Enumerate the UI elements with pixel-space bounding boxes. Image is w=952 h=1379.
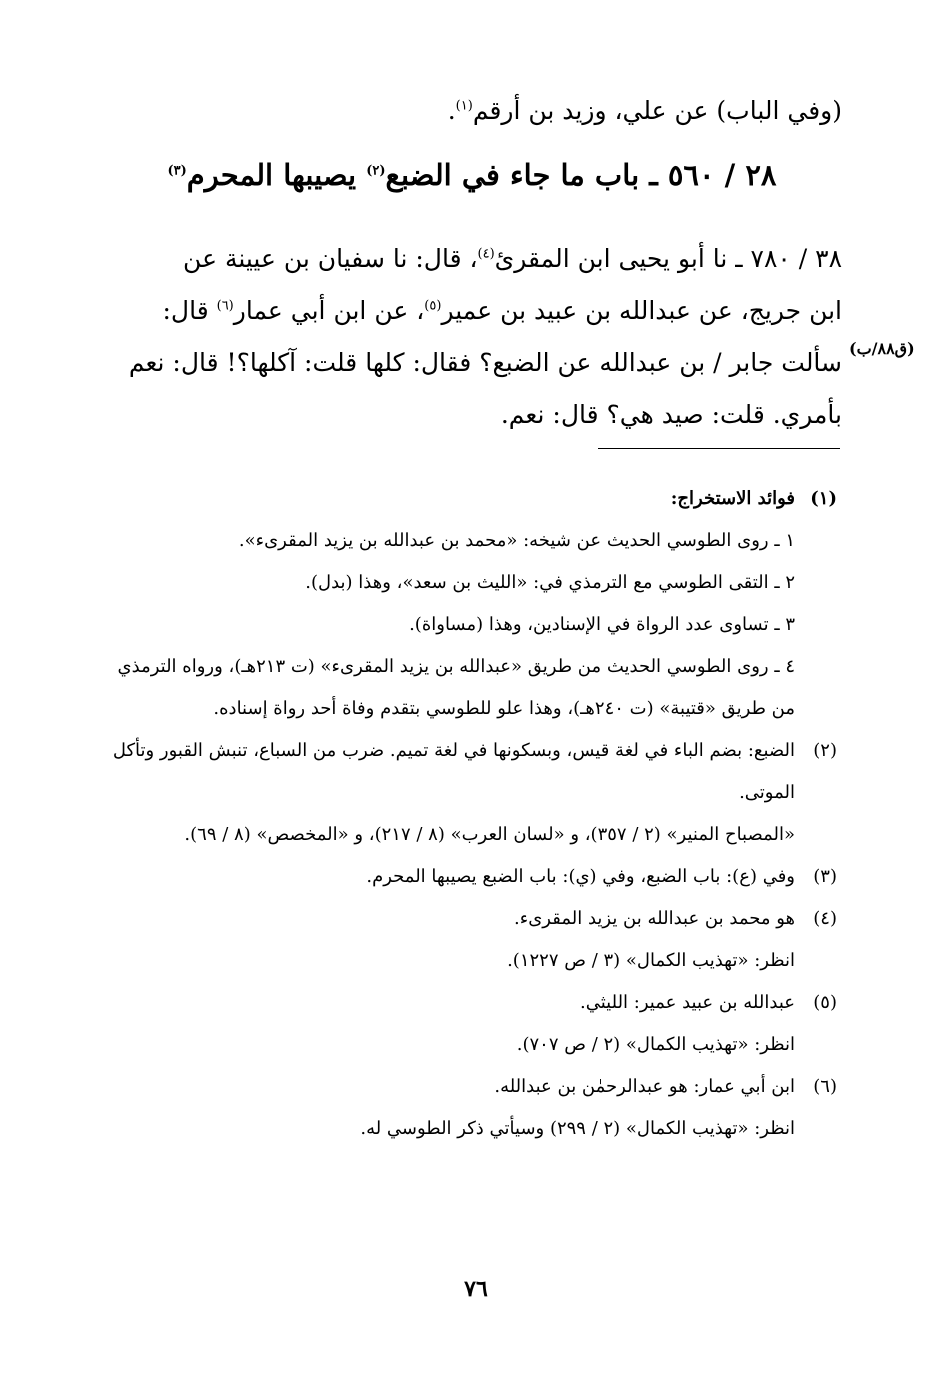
body-line: بأمري. قلت: صيد هي؟ قال: نعم. bbox=[500, 400, 842, 429]
footnote-number: (١) bbox=[810, 488, 837, 509]
footnote-ref: (٥) bbox=[424, 298, 442, 314]
body-line bbox=[112, 233, 842, 285]
footnote-reference: انظر: «تهذيب الكمال» (٢ / ٢٩٩) وسيأتي ذكر الطوسي له. bbox=[360, 1118, 795, 1139]
footnote-text: ابن أبي عمار: هو عبدالرحمٰن بن عبدالله. bbox=[494, 1076, 795, 1097]
body-line bbox=[112, 285, 842, 337]
footnote-ref: (١) bbox=[455, 98, 473, 114]
heading-text-cont: يصيبها المحرم bbox=[186, 158, 367, 192]
footnote-number: (٤) bbox=[813, 908, 837, 929]
footnote-item: ٤ ـ روى الطوسي الحديث من طريق «عبدالله بن يزيد المقرىء» (ت ٢١٣هـ)، ورواه الترمذي من طريق «قتيبة» (ت ٢٤٠هـ)، وهذا علو للطوسي بتقدم وفاة أحد رواة إسناده. bbox=[117, 656, 795, 719]
body-text: ، عن ابن أبي عمار bbox=[233, 296, 425, 325]
footnote-2 bbox=[109, 730, 837, 856]
footnote-number: (٦) bbox=[813, 1076, 837, 1097]
body-text: ، قال: نا سفيان بن عيينة عن bbox=[183, 244, 478, 273]
body-line: سألت جابر / بن عبدالله عن الضبع؟ فقال: كلها قلت: آكلها؟! قال: نعم bbox=[128, 348, 842, 377]
footnote-item: ٣ ـ تساوى عدد الرواة في الإسنادين، وهذا (مساواة). bbox=[409, 614, 795, 635]
opening-line-text: (وفي الباب) عن علي، وزيد بن أرقم bbox=[472, 96, 842, 125]
body-text: ابن جريج، عن عبدالله بن عبيد بن عمير bbox=[441, 296, 842, 325]
footnote-text: الضبع: بضم الباء في لغة قيس، وبسكونها في لغة تميم. ضرب من السباع، تنبش القبور وتأكل الموتى. bbox=[112, 740, 795, 803]
footnote-ref: (٤) bbox=[477, 246, 495, 262]
footnote-5 bbox=[109, 982, 837, 1066]
footnote-reference: «المصباح المنير» (٢ / ٣٥٧)، و «لسان العرب» (٨ / ٢١٧)، و «المخصص» (٨ / ٦٩). bbox=[184, 824, 795, 845]
chapter-heading bbox=[112, 158, 832, 192]
opening-line bbox=[112, 96, 842, 125]
footnote-1 bbox=[109, 478, 837, 730]
footnote-ref: (٦) bbox=[216, 298, 234, 314]
footnote-ref: (٢) bbox=[366, 163, 386, 179]
footnote-item: ١ ـ روى الطوسي الحديث عن شيخه: «محمد بن عبدالله بن يزيد المقرىء». bbox=[238, 530, 795, 551]
footnote-4 bbox=[109, 898, 837, 982]
manuscript-folio-note: (ق٨٨/ب) bbox=[849, 339, 915, 358]
heading-text: ٢٨ / ٥٦٠ ـ باب ما جاء في الضبع bbox=[385, 158, 777, 192]
footnote-reference: انظر: «تهذيب الكمال» (٣ / ص ١٢٢٧). bbox=[507, 950, 795, 971]
hadith-paragraph bbox=[112, 233, 842, 441]
footnote-6 bbox=[109, 1066, 837, 1150]
footnote-number: (٥) bbox=[813, 992, 837, 1013]
footnotes bbox=[109, 478, 837, 1150]
opening-line-end: . bbox=[447, 96, 456, 125]
footnote-reference: انظر: «تهذيب الكمال» (٢ / ص ٧٠٧). bbox=[516, 1034, 795, 1055]
footnote-text: وفي (ع): باب الضبع، وفي (ي): باب الضبع يصيبها المحرم. bbox=[366, 866, 795, 887]
footnote-number: (٢) bbox=[813, 740, 837, 761]
footnote-title: فوائد الاستخراج: bbox=[670, 488, 795, 509]
body-text: قال: bbox=[162, 296, 217, 325]
footnote-text: هو محمد بن عبدالله بن يزيد المقرىء. bbox=[514, 908, 795, 929]
footnote-3 bbox=[109, 856, 837, 898]
page-number: ٧٦ bbox=[464, 1276, 488, 1302]
footnote-item: ٢ ـ التقى الطوسي مع الترمذي في: «الليث بن سعد»، وهذا (بدل). bbox=[305, 572, 795, 593]
footnote-text: عبدالله بن عبيد عمير: الليثي. bbox=[580, 992, 795, 1013]
footnote-ref: (٣) bbox=[167, 163, 187, 179]
body-text: ٣٨ / ٧٨٠ ـ نا أبو يحيى ابن المقرئ bbox=[494, 244, 842, 273]
footnote-number: (٣) bbox=[813, 866, 837, 887]
footnote-separator bbox=[598, 448, 840, 449]
